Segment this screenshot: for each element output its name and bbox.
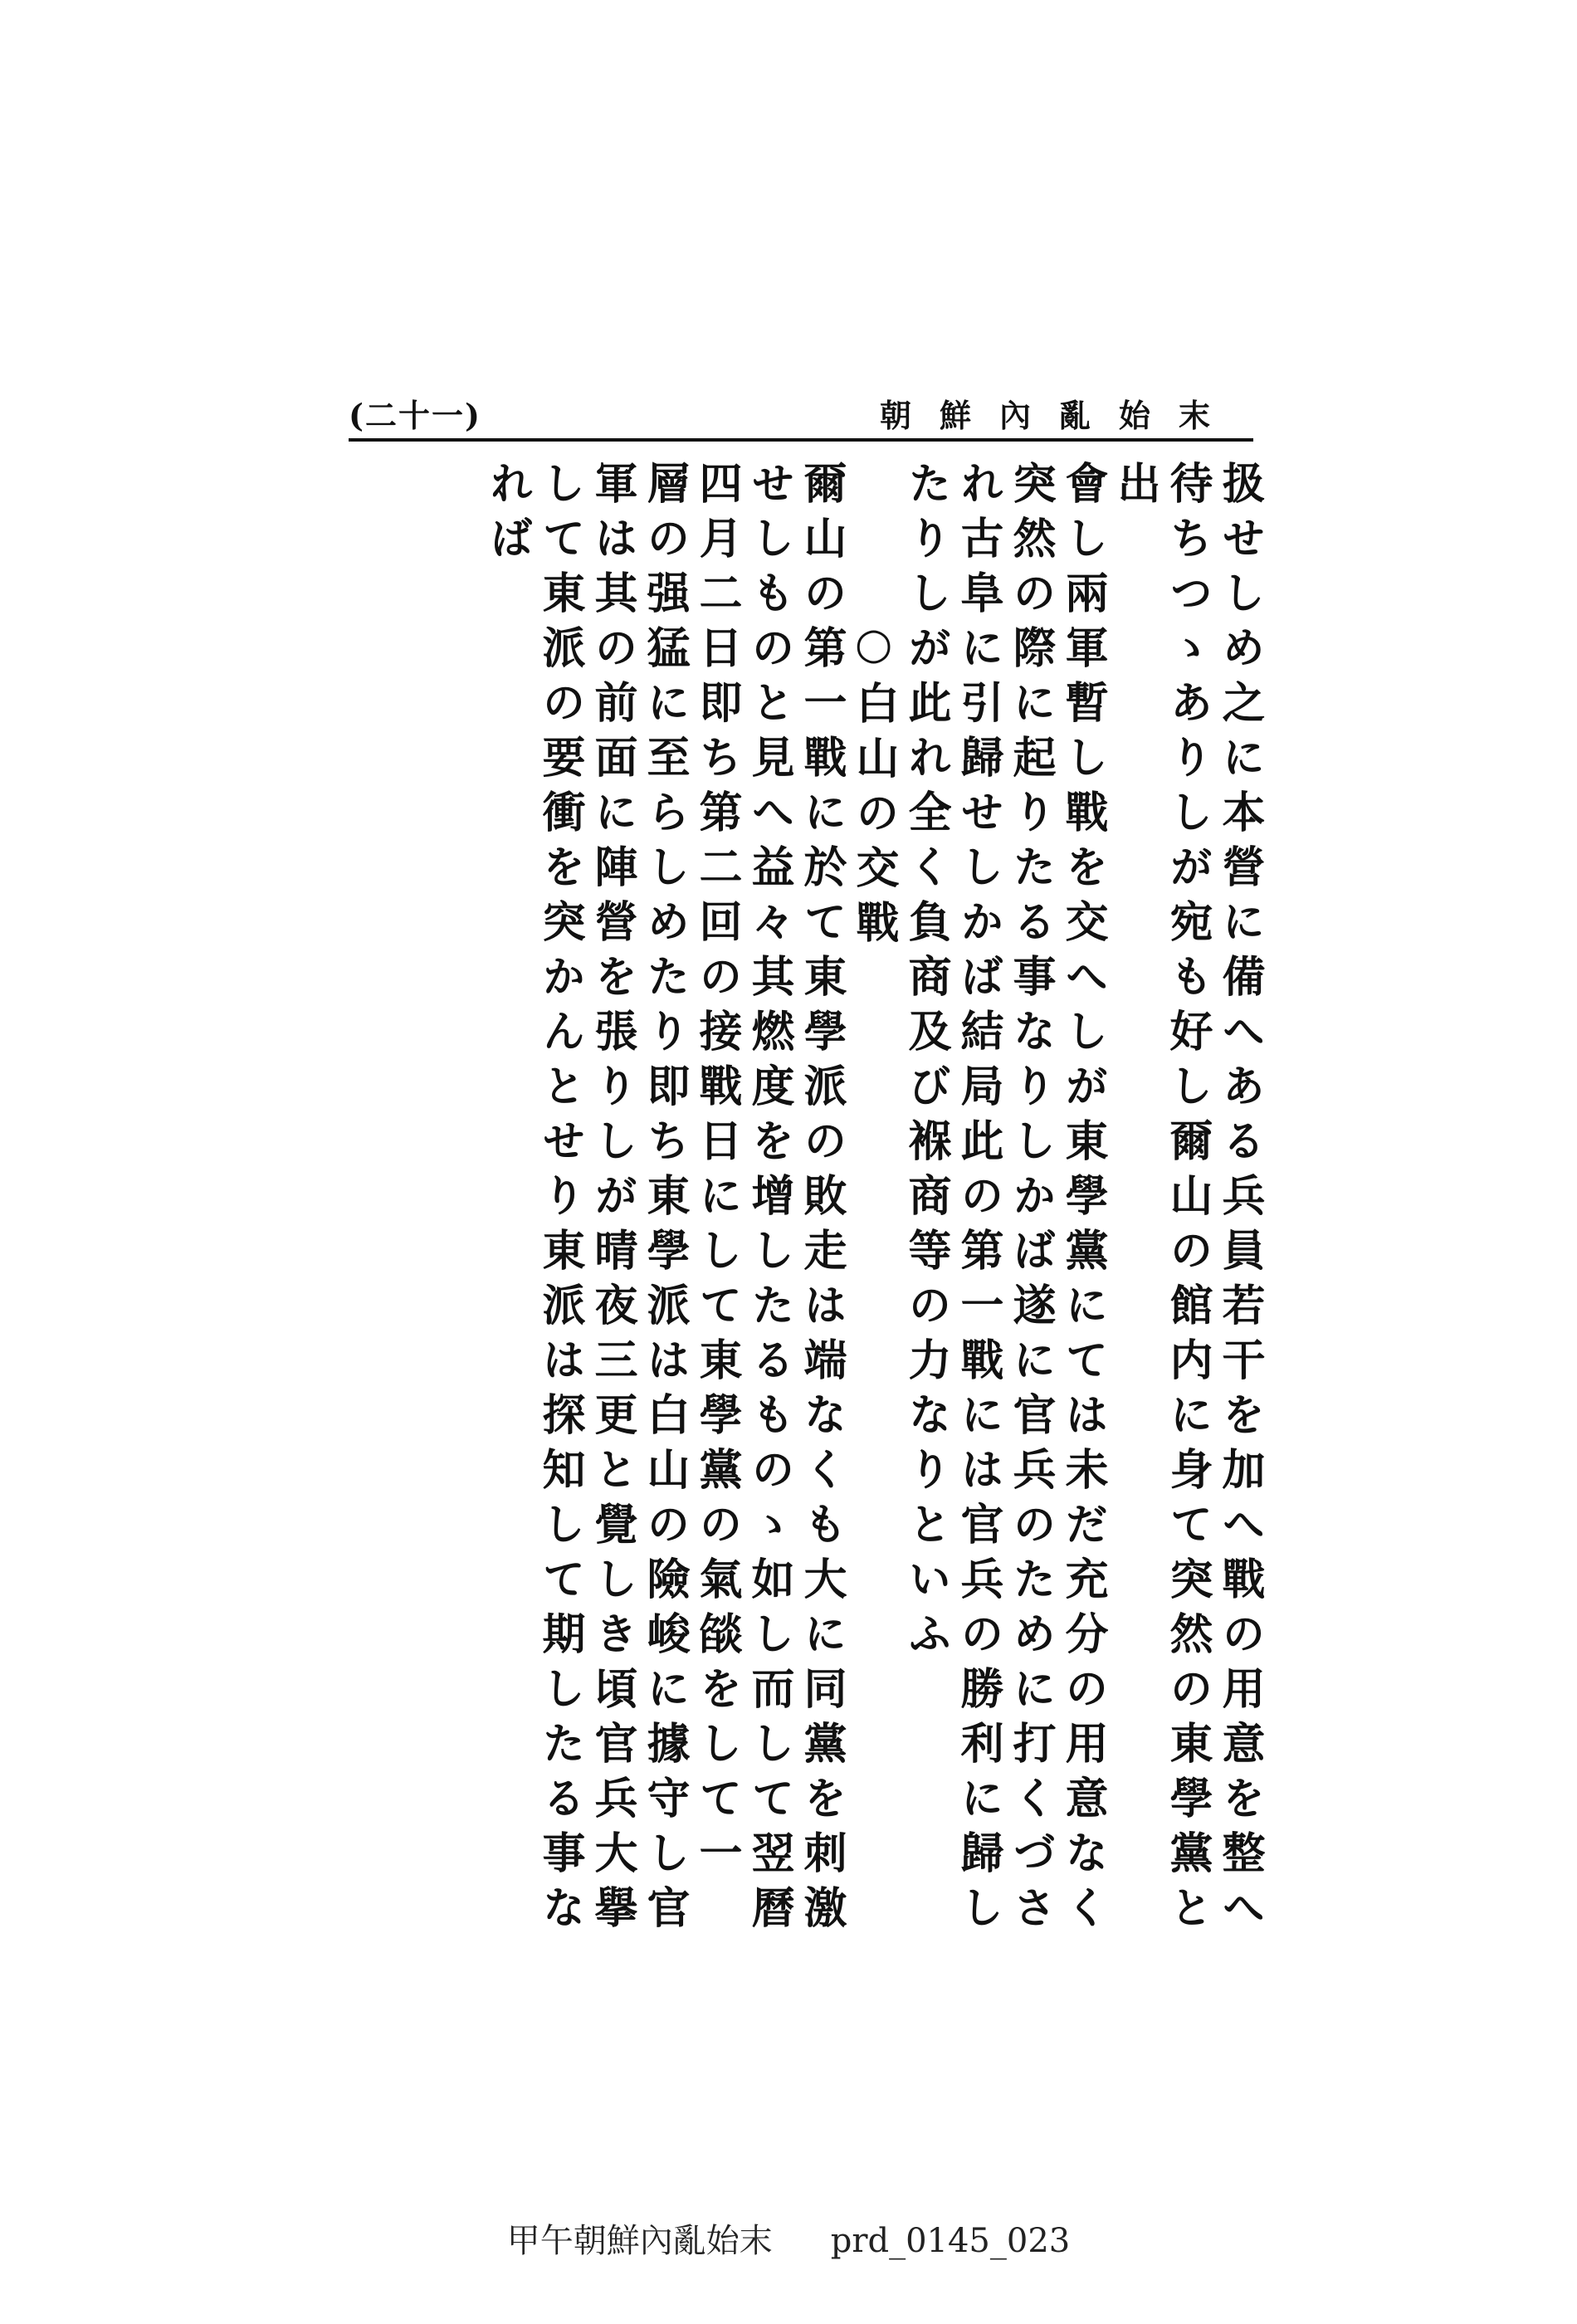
running-title: 朝鮮內亂始末 (880, 397, 1239, 434)
text-column: せしものと見へ益々其燃度を增したるものゝ如し而して翌曆 (744, 461, 794, 1940)
text-column: 突然の際に起りたる事なりしかば遂に官兵のために打くづさ (1005, 461, 1056, 1940)
page-number: (二十一) (349, 397, 481, 434)
text-column: 四月二日即ち第二回の接戰日にして東學黨の氣燄をして一 (691, 461, 742, 1885)
text-column: して東派の要衝を突かんとせり東派は探知して期したる事なれば (482, 461, 585, 1940)
text-column: 扱せしめ之に本營に備へある兵員若干を加へ戰の用意を整へ (1214, 461, 1265, 1940)
footer-caption (0, 2214, 1577, 2262)
body-text (328, 461, 1266, 1955)
header-rule (349, 438, 1253, 442)
text-column: 層の强猛に至らしめたり即ち東學派は白山の險峻に據守し官 (639, 461, 690, 1940)
text-column: れ古阜に引歸せしかば結局此の第一戰には官兵の勝利に歸し (953, 461, 1003, 1940)
section-heading: ○白山の交戰 (848, 618, 899, 954)
text-column: 軍は其の前面に陣營を張りしが晴夜三更と覺しき頃官兵大擧 (587, 461, 637, 1940)
footer-title: 甲午朝鮮內亂始末 (506, 2222, 773, 2260)
text-column: たりしが此れ全く負商及び褓商等の力なりといふ (901, 461, 951, 1666)
footer-code: prd_0145_023 (830, 2222, 1071, 2260)
text-column: 待ちつゝありしが宛も好し爾山の館内に身て突然の東學黨と出 (1110, 461, 1213, 1940)
running-header (349, 390, 1253, 437)
text-column: 爾山の第一戰に於て東學派の敗走は端なくも大に同黨を刺激 (796, 461, 847, 1940)
text-column: 會し兩軍暫し戰を交へしが東學黨にては未だ充分の用意なく (1057, 461, 1108, 1940)
